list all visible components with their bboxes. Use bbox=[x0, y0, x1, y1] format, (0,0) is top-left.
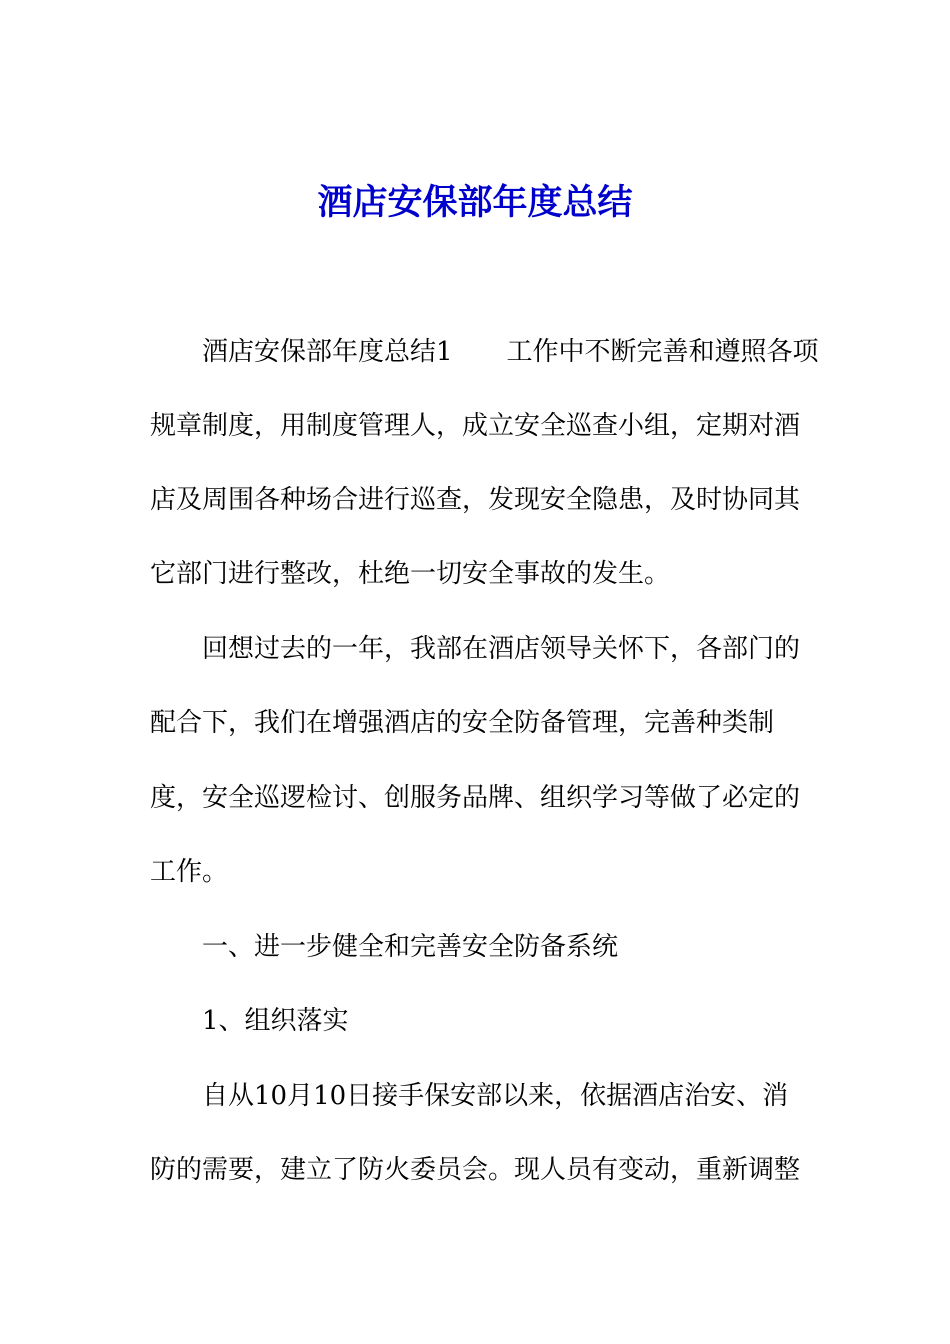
paragraph-line: 防的需要，建立了防火委员会。现人员有变动，重新调整 bbox=[150, 1155, 801, 1185]
document-title: 酒店安保部年度总结 bbox=[317, 182, 633, 223]
paragraph-line: 度，安全巡逻检讨、创服务品牌、组织学习等做了必定的 bbox=[150, 783, 801, 813]
paragraph-line: 店及周围各种场合进行巡查，发现安全隐患，及时协同其 bbox=[150, 485, 801, 515]
paragraph-line bbox=[202, 332, 882, 372]
paragraph-text: 工作中不断完善和遵照各项 bbox=[506, 337, 819, 367]
paragraph-line: 工作。 bbox=[150, 857, 229, 887]
section-heading: 一、进一步健全和完善安全防备系统 bbox=[202, 932, 619, 962]
paragraph-line: 配合下，我们在增强酒店的安全防备管理，完善种类制 bbox=[150, 708, 775, 738]
paragraph-line: 它部门进行整改，杜绝一切安全事故的发生。 bbox=[150, 559, 671, 589]
paragraph-line: 回想过去的一年，我部在酒店领导关怀下，各部门的 bbox=[202, 634, 801, 664]
paragraph-line: 规章制度，用制度管理人，成立安全巡查小组，定期对酒 bbox=[150, 411, 801, 441]
subsection-heading: 1、组织落实 bbox=[202, 1006, 349, 1036]
paragraph-line: 自从10月10日接手保安部以来，依据酒店治安、消 bbox=[202, 1081, 789, 1111]
section-heading-inline: 酒店安保部年度总结1 bbox=[202, 337, 453, 367]
